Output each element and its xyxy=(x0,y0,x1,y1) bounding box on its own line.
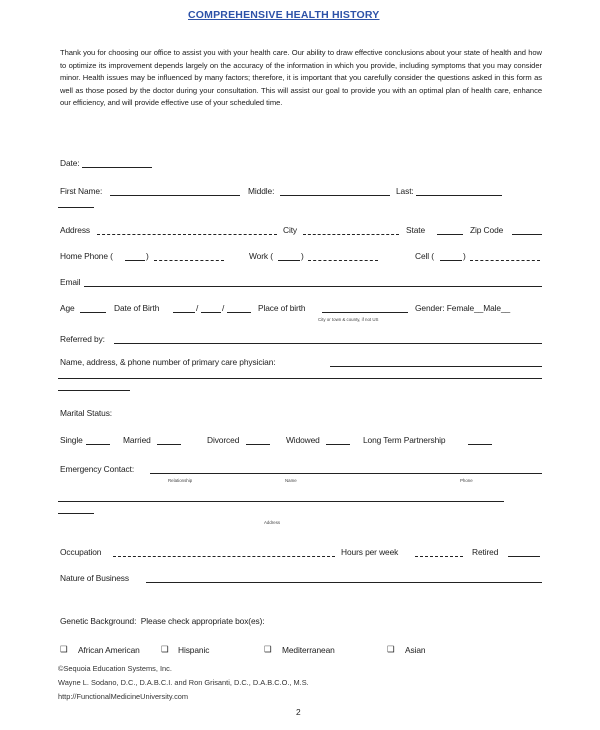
hours-label: Hours per week xyxy=(341,547,399,557)
address-label: Address xyxy=(60,225,91,235)
pcp-field-line-2[interactable] xyxy=(58,378,542,379)
mediterranean-checkbox[interactable]: ❑ xyxy=(264,644,272,654)
footer-copyright: ©Sequoia Education Systems, Inc. xyxy=(58,664,172,673)
emergency-contact-field[interactable] xyxy=(150,473,542,474)
place-of-birth-hint: City or town & county, if not US xyxy=(318,317,379,322)
referred-by-label: Referred by: xyxy=(60,334,105,344)
dob-slash-2: / xyxy=(222,303,225,313)
last-name-field-continued[interactable] xyxy=(58,207,94,208)
footer-url[interactable]: http://FunctionalMedicineUniversity.com xyxy=(58,692,189,701)
single-label: Single xyxy=(60,435,83,445)
city-label: City xyxy=(283,225,298,235)
state-field[interactable] xyxy=(437,234,463,235)
retired-label: Retired xyxy=(472,547,499,557)
african-american-checkbox[interactable]: ❑ xyxy=(60,644,68,654)
first-name-label: First Name: xyxy=(60,186,103,196)
dob-day-field[interactable] xyxy=(201,312,221,313)
marital-status-label: Marital Status: xyxy=(60,408,113,418)
hispanic-label: Hispanic xyxy=(178,645,210,655)
page-number: 2 xyxy=(296,707,301,717)
city-field[interactable] xyxy=(303,234,399,235)
dob-month-field[interactable] xyxy=(173,312,195,313)
age-field[interactable] xyxy=(80,312,106,313)
work-phone-field[interactable] xyxy=(308,260,378,261)
hispanic-checkbox[interactable]: ❑ xyxy=(161,644,169,654)
retired-field[interactable] xyxy=(508,556,540,557)
cell-phone-field[interactable] xyxy=(470,260,540,261)
partnership-label: Long Term Partnership xyxy=(363,435,446,445)
dob-slash-1: / xyxy=(196,303,199,313)
pcp-field-line-3[interactable] xyxy=(58,390,130,391)
business-field[interactable] xyxy=(146,582,542,583)
page-title: COMPREHENSIVE HEALTH HISTORY xyxy=(188,9,380,21)
first-name-field[interactable] xyxy=(110,195,240,196)
work-phone-area-field[interactable] xyxy=(278,260,300,261)
pcp-label: Name, address, & phone number of primary care physician: xyxy=(60,357,276,367)
last-label: Last: xyxy=(396,186,414,196)
last-name-field[interactable] xyxy=(416,195,502,196)
zip-field[interactable] xyxy=(512,234,542,235)
single-field[interactable] xyxy=(86,444,110,445)
african-american-label: African American xyxy=(78,645,140,655)
cell-phone-paren: ) xyxy=(463,251,466,261)
cell-phone-area-field[interactable] xyxy=(440,260,462,261)
hours-field[interactable] xyxy=(415,556,463,557)
age-label: Age xyxy=(60,303,75,313)
home-phone-paren: ) xyxy=(146,251,149,261)
partnership-field[interactable] xyxy=(468,444,492,445)
address-field[interactable] xyxy=(97,234,277,235)
emergency-address-field-2[interactable] xyxy=(58,513,94,514)
footer-authors: Wayne L. Sodano, D.C., D.A.B.C.I. and Ron Grisanti, D.C., D.A.B.C.O., M.S. xyxy=(58,678,309,687)
email-field[interactable] xyxy=(84,286,542,287)
emergency-address-field[interactable] xyxy=(58,501,504,502)
genetic-background-label: Genetic Background: Please check appropriate box(es): xyxy=(60,616,265,626)
place-of-birth-field[interactable] xyxy=(322,312,408,313)
work-label: Work ( xyxy=(249,251,273,261)
zip-label: Zip Code xyxy=(470,225,504,235)
home-phone-label: Home Phone ( xyxy=(60,251,113,261)
middle-name-field[interactable] xyxy=(280,195,390,196)
dob-label: Date of Birth xyxy=(114,303,160,313)
married-field[interactable] xyxy=(157,444,181,445)
home-phone-field[interactable] xyxy=(154,260,224,261)
pcp-field[interactable] xyxy=(330,366,542,367)
address-caption: Address xyxy=(264,520,281,525)
date-label: Date: xyxy=(60,158,80,168)
state-label: State xyxy=(406,225,426,235)
divorced-field[interactable] xyxy=(246,444,270,445)
widowed-field[interactable] xyxy=(326,444,350,445)
middle-label: Middle: xyxy=(248,186,275,196)
occupation-field[interactable] xyxy=(113,556,335,557)
emergency-contact-label: Emergency Contact: xyxy=(60,464,135,474)
occupation-label: Occupation xyxy=(60,547,102,557)
date-field[interactable] xyxy=(82,167,152,168)
phone-caption: Phone xyxy=(460,478,473,483)
dob-year-field[interactable] xyxy=(227,312,251,313)
relationship-caption: Relationship xyxy=(168,478,193,483)
home-phone-area-field[interactable] xyxy=(125,260,145,261)
email-label: Email xyxy=(60,277,81,287)
work-phone-paren: ) xyxy=(301,251,304,261)
name-caption: Name xyxy=(285,478,297,483)
cell-label: Cell ( xyxy=(415,251,434,261)
gender-label: Gender: Female__Male__ xyxy=(415,303,511,313)
widowed-label: Widowed xyxy=(286,435,320,445)
divorced-label: Divorced xyxy=(207,435,240,445)
asian-checkbox[interactable]: ❑ xyxy=(387,644,395,654)
business-label: Nature of Business xyxy=(60,573,129,583)
intro-paragraph: Thank you for choosing our office to assist you with your health care. Our ability to draw effective conclusions about your state of health and how to optimize its improvement depends largely on the accuracy of the information in which you provide, including symptoms that you may consider minor. Health issues may be influenced by many factors; therefore, it is important that you carefully consider the questions asked in this form as well as those posed by the doctor during your consultation. This will assist our goal to provide you with an optimal plan of health care, enhance our efficiency, and will provide effective use of your scheduled time. xyxy=(60,48,542,107)
mediterranean-label: Mediterranean xyxy=(282,645,335,655)
married-label: Married xyxy=(123,435,151,445)
place-of-birth-label: Place of birth xyxy=(258,303,306,313)
referred-by-field[interactable] xyxy=(114,343,542,344)
asian-label: Asian xyxy=(405,645,426,655)
